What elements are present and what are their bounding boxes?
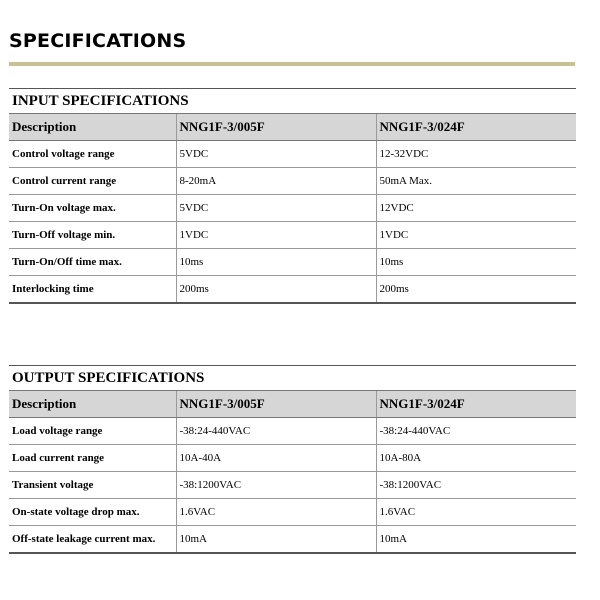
table-row xyxy=(9,472,576,499)
row-label: Turn-On voltage max. xyxy=(9,195,176,222)
output-specifications-title: OUTPUT SPECIFICATIONS xyxy=(9,365,576,391)
column-header-model-005f: NNG1F-3/005F xyxy=(176,391,376,418)
row-label: On-state voltage drop max. xyxy=(9,499,176,526)
row-label: Transient voltage xyxy=(9,472,176,499)
table-header-row xyxy=(9,391,576,418)
cell-value: 10mA xyxy=(176,526,376,554)
column-header-model-005f: NNG1F-3/005F xyxy=(176,114,376,141)
output-specifications-section xyxy=(9,365,576,554)
page-title: SPECIFICATIONS xyxy=(9,30,187,52)
cell-value: 1VDC xyxy=(176,222,376,249)
table-row xyxy=(9,195,576,222)
column-header-model-024f: NNG1F-3/024F xyxy=(376,114,576,141)
table-row xyxy=(9,418,576,445)
title-divider xyxy=(9,62,575,66)
table-row xyxy=(9,276,576,304)
cell-value: 10A-80A xyxy=(376,445,576,472)
output-specifications-table xyxy=(9,391,576,554)
table-row xyxy=(9,499,576,526)
cell-value: 50mA Max. xyxy=(376,168,576,195)
cell-value: 12VDC xyxy=(376,195,576,222)
table-row xyxy=(9,445,576,472)
row-label: Interlocking time xyxy=(9,276,176,304)
cell-value: 1VDC xyxy=(376,222,576,249)
cell-value: -38:1200VAC xyxy=(176,472,376,499)
table-row xyxy=(9,526,576,554)
cell-value: 1.6VAC xyxy=(176,499,376,526)
table-header-row xyxy=(9,114,576,141)
input-specifications-table xyxy=(9,114,576,304)
cell-value: 10mA xyxy=(376,526,576,554)
input-specifications-title: INPUT SPECIFICATIONS xyxy=(9,88,576,114)
row-label: Control voltage range xyxy=(9,141,176,168)
cell-value: 1.6VAC xyxy=(376,499,576,526)
cell-value: 10ms xyxy=(376,249,576,276)
cell-value: -38:24-440VAC xyxy=(376,418,576,445)
row-label: Turn-On/Off time max. xyxy=(9,249,176,276)
table-row xyxy=(9,141,576,168)
cell-value: -38:24-440VAC xyxy=(176,418,376,445)
cell-value: 200ms xyxy=(376,276,576,304)
row-label: Control current range xyxy=(9,168,176,195)
cell-value: 10ms xyxy=(176,249,376,276)
column-header-description: Description xyxy=(9,114,176,141)
table-row xyxy=(9,222,576,249)
cell-value: 200ms xyxy=(176,276,376,304)
row-label: Load voltage range xyxy=(9,418,176,445)
cell-value: 10A-40A xyxy=(176,445,376,472)
cell-value: 8-20mA xyxy=(176,168,376,195)
input-specifications-section xyxy=(9,88,576,304)
row-label: Load current range xyxy=(9,445,176,472)
column-header-description: Description xyxy=(9,391,176,418)
table-row xyxy=(9,249,576,276)
cell-value: 5VDC xyxy=(176,141,376,168)
cell-value: 12-32VDC xyxy=(376,141,576,168)
cell-value: 5VDC xyxy=(176,195,376,222)
row-label: Turn-Off voltage min. xyxy=(9,222,176,249)
cell-value: -38:1200VAC xyxy=(376,472,576,499)
table-row xyxy=(9,168,576,195)
row-label: Off-state leakage current max. xyxy=(9,526,176,554)
column-header-model-024f: NNG1F-3/024F xyxy=(376,391,576,418)
